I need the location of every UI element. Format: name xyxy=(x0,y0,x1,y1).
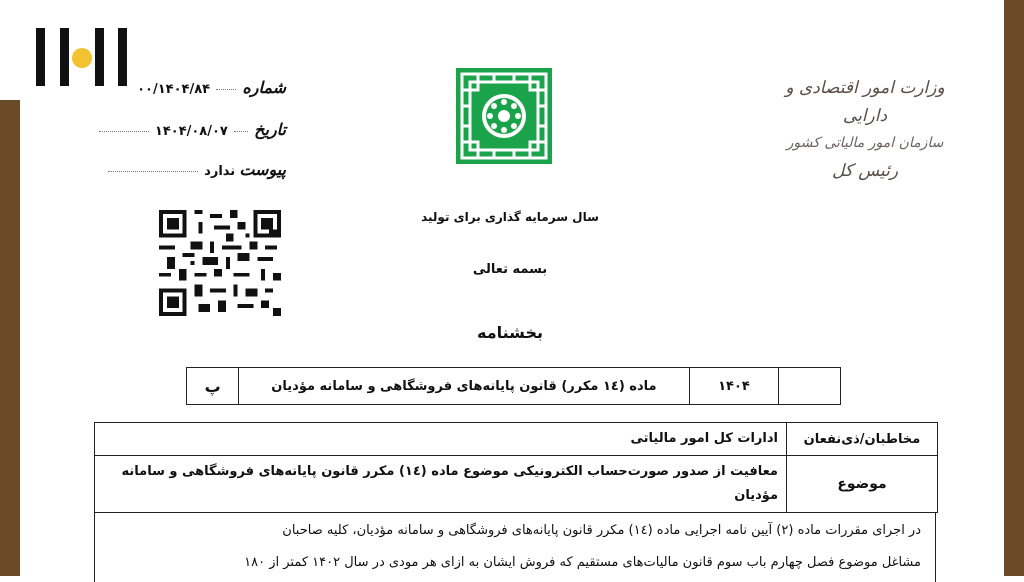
addressees-value: ادارات کل امور مالیاتی xyxy=(630,431,778,446)
classification-code: پ xyxy=(187,368,239,405)
subject-label: موضوع xyxy=(786,456,937,512)
body-line-1: در اجرای مقررات ماده (۲) آیین نامه اجرایی ماده (۱٤) مکرر قانون پایانه‌های فروشگاهی و سامانه مؤدیان، کلیه صاحبان xyxy=(282,523,921,538)
classification-title: ماده (۱٤ مکرر) قانون پایانه‌های فروشگاهی و سامانه مؤدیان xyxy=(239,368,689,405)
number-label: شماره xyxy=(242,78,286,97)
ministry-heading xyxy=(770,74,960,186)
subject-row xyxy=(94,456,938,513)
tax-organization-emblem-icon xyxy=(454,66,554,166)
addressees-row xyxy=(94,422,938,456)
signatory-title: رئیس کل xyxy=(831,161,899,181)
year-slogan: سال سرمایه گذاری برای تولید xyxy=(421,210,599,224)
attachment-value: ندارد xyxy=(204,164,236,179)
document-type-title: بخشنامه xyxy=(477,323,543,342)
classification-table xyxy=(186,367,841,405)
corner-logo-icon xyxy=(36,28,128,90)
qr-code-icon xyxy=(158,210,282,316)
date-value: ۱۴۰۴/۰۸/۰۷ xyxy=(154,124,228,139)
right-edge-strip xyxy=(1004,0,1024,576)
letter-date-row xyxy=(97,120,286,139)
addressees-label: مخاطبان/ذی‌نفعان xyxy=(786,423,937,455)
number-value: ۰۰/۱۴۰۴/۸۴ xyxy=(137,82,211,97)
ministry-name: وزارت امور اقتصادی و دارایی xyxy=(785,78,945,126)
subject-value: معافیت از صدور صورت‌حساب الکترونیکی موضوع ماده (۱٤) مکرر قانون پایانه‌های فروشگاهی و سامانه مؤدیان xyxy=(121,464,778,503)
addressee-subject-table xyxy=(94,422,938,513)
body-line-2: مشاغل موضوع فصل چهارم باب سوم قانون مالیات‌های مستقیم که فروش ایشان به ازای هر مودی در سال ۱۴۰۲ کمتر از ۱۸۰ xyxy=(244,555,921,570)
basmala-heading: بسمه تعالی xyxy=(472,262,548,277)
organization-name: سازمان امور مالیاتی کشور xyxy=(786,135,944,151)
date-label: تاریخ xyxy=(254,120,286,139)
circular-body xyxy=(94,512,936,582)
classification-year: ۱۴۰۴ xyxy=(689,368,779,405)
attachment-label: پیوست xyxy=(239,160,286,179)
letter-number-row xyxy=(137,78,286,97)
attachment-row xyxy=(106,160,286,179)
classification-blank-cell xyxy=(779,368,841,405)
left-edge-strip xyxy=(0,100,20,576)
